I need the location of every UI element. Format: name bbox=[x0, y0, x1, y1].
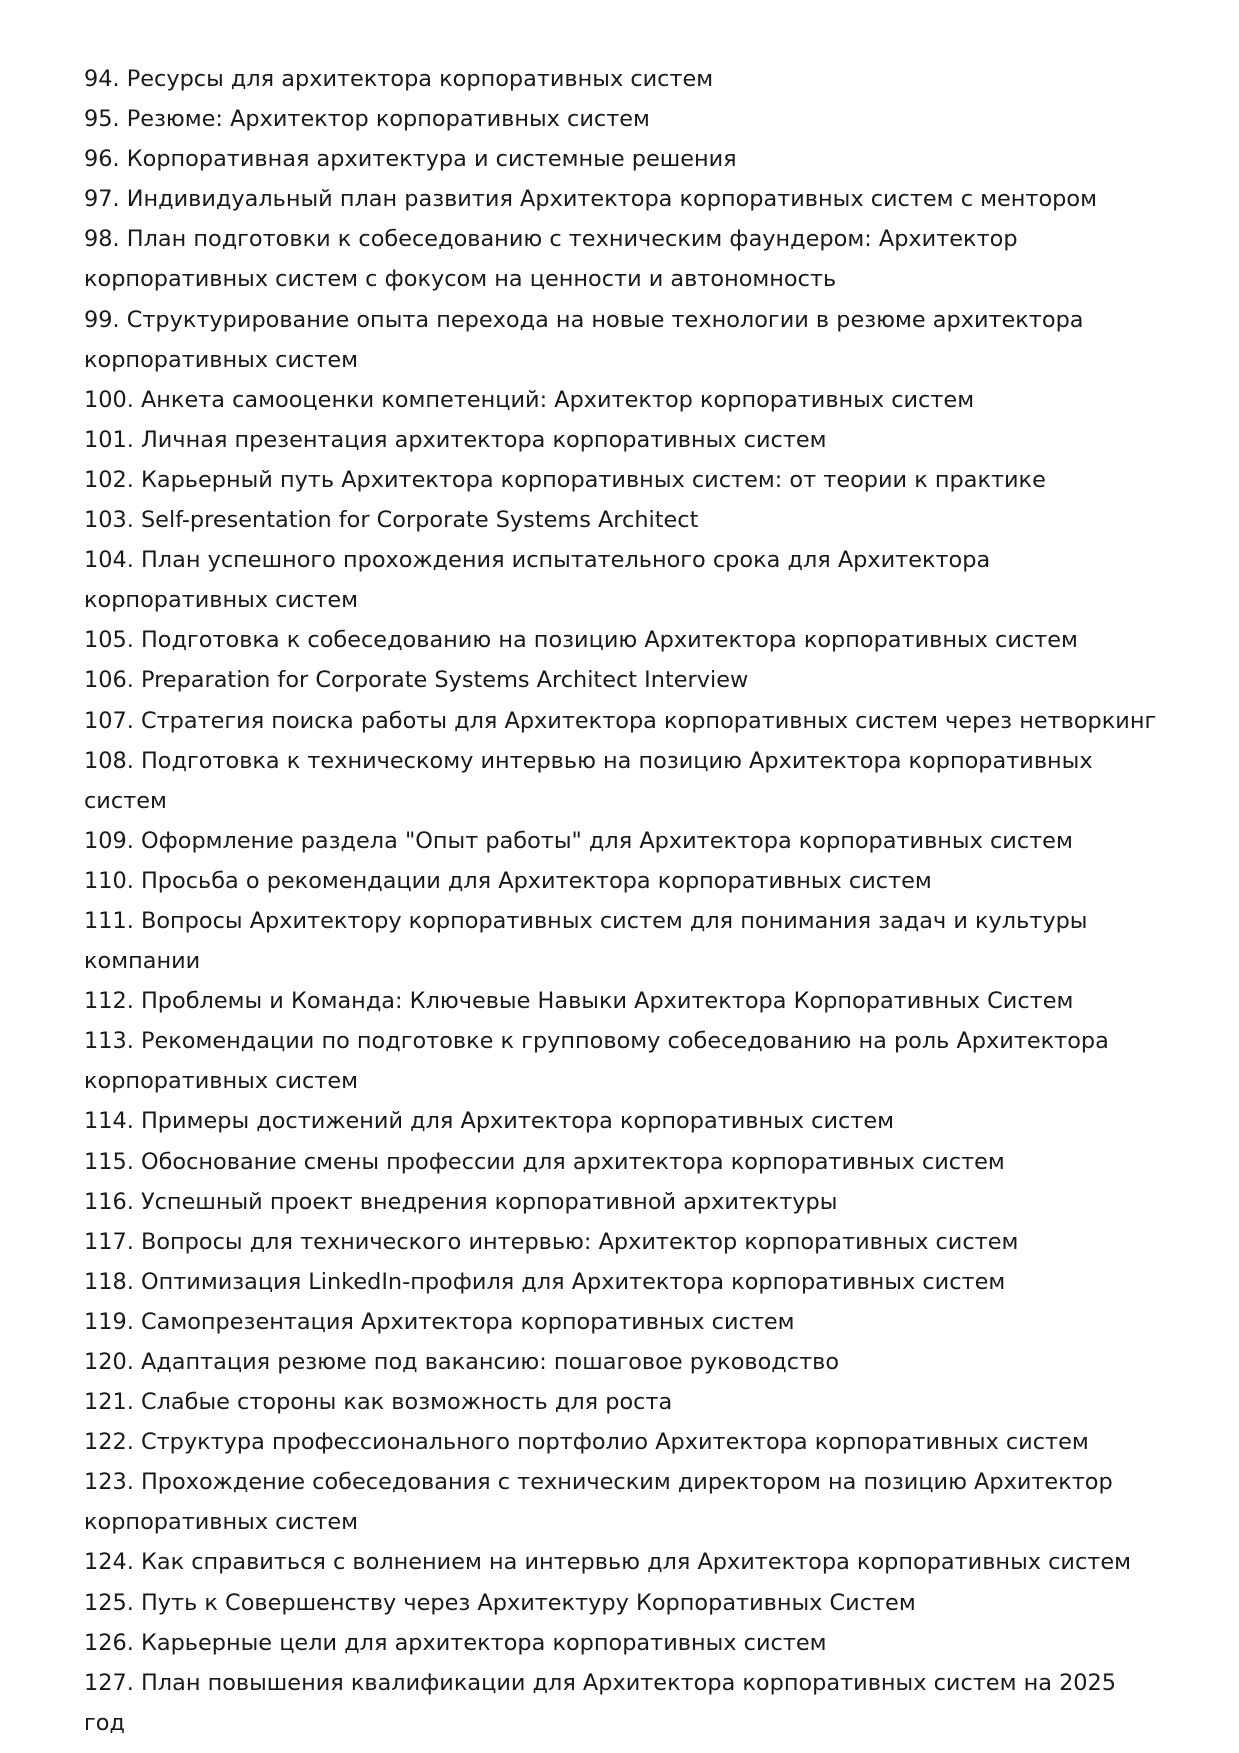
list-item: 96. Корпоративная архитектура и системные решения bbox=[84, 146, 737, 173]
document-page bbox=[84, 59, 1164, 1743]
list-item: 94. Ресурсы для архитектора корпоративных систем bbox=[84, 66, 714, 92]
list-item: 109. Оформление раздела "Опыт работы" для Архитектора корпоративных систем bbox=[84, 827, 1073, 854]
list-item: 126. Карьерные цели для архитектора корпоративных систем bbox=[84, 1629, 827, 1656]
list-item: 95. Резюме: Архитектор корпоративных систем bbox=[84, 106, 650, 133]
list-item: 107. Стратегия поиска работы для Архитектора корпоративных систем через нетворкинг bbox=[84, 707, 1157, 734]
list-item: 98. План подготовки к собеседованию с техническим фаундером: Архитектор корпоративных систем с фокусом на ценности и автономность bbox=[84, 226, 1018, 293]
list-item: 114. Примеры достижений для Архитектора корпоративных систем bbox=[84, 1108, 895, 1135]
list-item: 120. Адаптация резюме под вакансию: пошаговое руководство bbox=[84, 1349, 840, 1375]
list-item: 112. Проблемы и Команда: Ключевые Навыки Архитектора Корпоративных Систем bbox=[84, 988, 1074, 1015]
list-item: 113. Рекомендации по подготовке к групповому собеседованию на роль Архитектора корпоративных систем bbox=[84, 1028, 1109, 1095]
list-item: 108. Подготовка к техническому интервью на позицию Архитектора корпоративных систем bbox=[84, 747, 1093, 814]
list-item: 100. Анкета самооценки компетенций: Архитектор корпоративных систем bbox=[84, 386, 975, 413]
list-item: 122. Структура профессионального портфолио Архитектора корпоративных систем bbox=[84, 1429, 1089, 1456]
list-item: 124. Как справиться с волнением на интервью для Архитектора корпоративных систем bbox=[84, 1549, 1131, 1576]
list-item: 103. Self-presentation for Corporate Systems Architect bbox=[84, 507, 699, 534]
list-item: 99. Структурирование опыта перехода на новые технологии в резюме архитектора корпоративных систем bbox=[84, 306, 1084, 373]
list-item: 123. Прохождение собеседования с техническим директором на позицию Архитектор корпоративных систем bbox=[84, 1469, 1113, 1536]
list-item: 111. Вопросы Архитектору корпоративных систем для понимания задач и культуры компании bbox=[84, 907, 1088, 975]
list-item: 106. Preparation for Corporate Systems Architect Interview bbox=[84, 667, 749, 694]
list-item: 116. Успешный проект внедрения корпоративной архитектуры bbox=[84, 1188, 838, 1215]
list-item: 121. Слабые стороны как возможность для роста bbox=[84, 1389, 673, 1416]
list-item: 125. Путь к Совершенству через Архитектуру Корпоративных Систем bbox=[84, 1589, 916, 1616]
list-item: 115. Обоснование смены профессии для архитектора корпоративных систем bbox=[84, 1148, 1005, 1175]
list-item: 127. План повышения квалификации для Архитектора корпоративных систем на 2025 год bbox=[84, 1669, 1117, 1736]
list-item: 119. Самопрезентация Архитектора корпоративных систем bbox=[84, 1308, 795, 1335]
list-item: 105. Подготовка к собеседованию на позицию Архитектора корпоративных систем bbox=[84, 627, 1078, 654]
list-item: 97. Индивидуальный план развития Архитектора корпоративных систем с ментором bbox=[84, 186, 1097, 213]
list-item: 117. Вопросы для технического интервью: Архитектор корпоративных систем bbox=[84, 1228, 1019, 1255]
list-item: 118. Оптимизация LinkedIn-профиля для Архитектора корпоративных систем bbox=[84, 1268, 1006, 1295]
list-item: 102. Карьерный путь Архитектора корпоративных систем: от теории к практике bbox=[84, 466, 1046, 493]
list-item: 110. Просьба о рекомендации для Архитектора корпоративных систем bbox=[84, 867, 932, 894]
list-item: 104. План успешного прохождения испытательного срока для Архитектора корпоративных систем bbox=[84, 547, 991, 614]
list-item: 101. Личная презентация архитектора корпоративных систем bbox=[84, 426, 827, 453]
